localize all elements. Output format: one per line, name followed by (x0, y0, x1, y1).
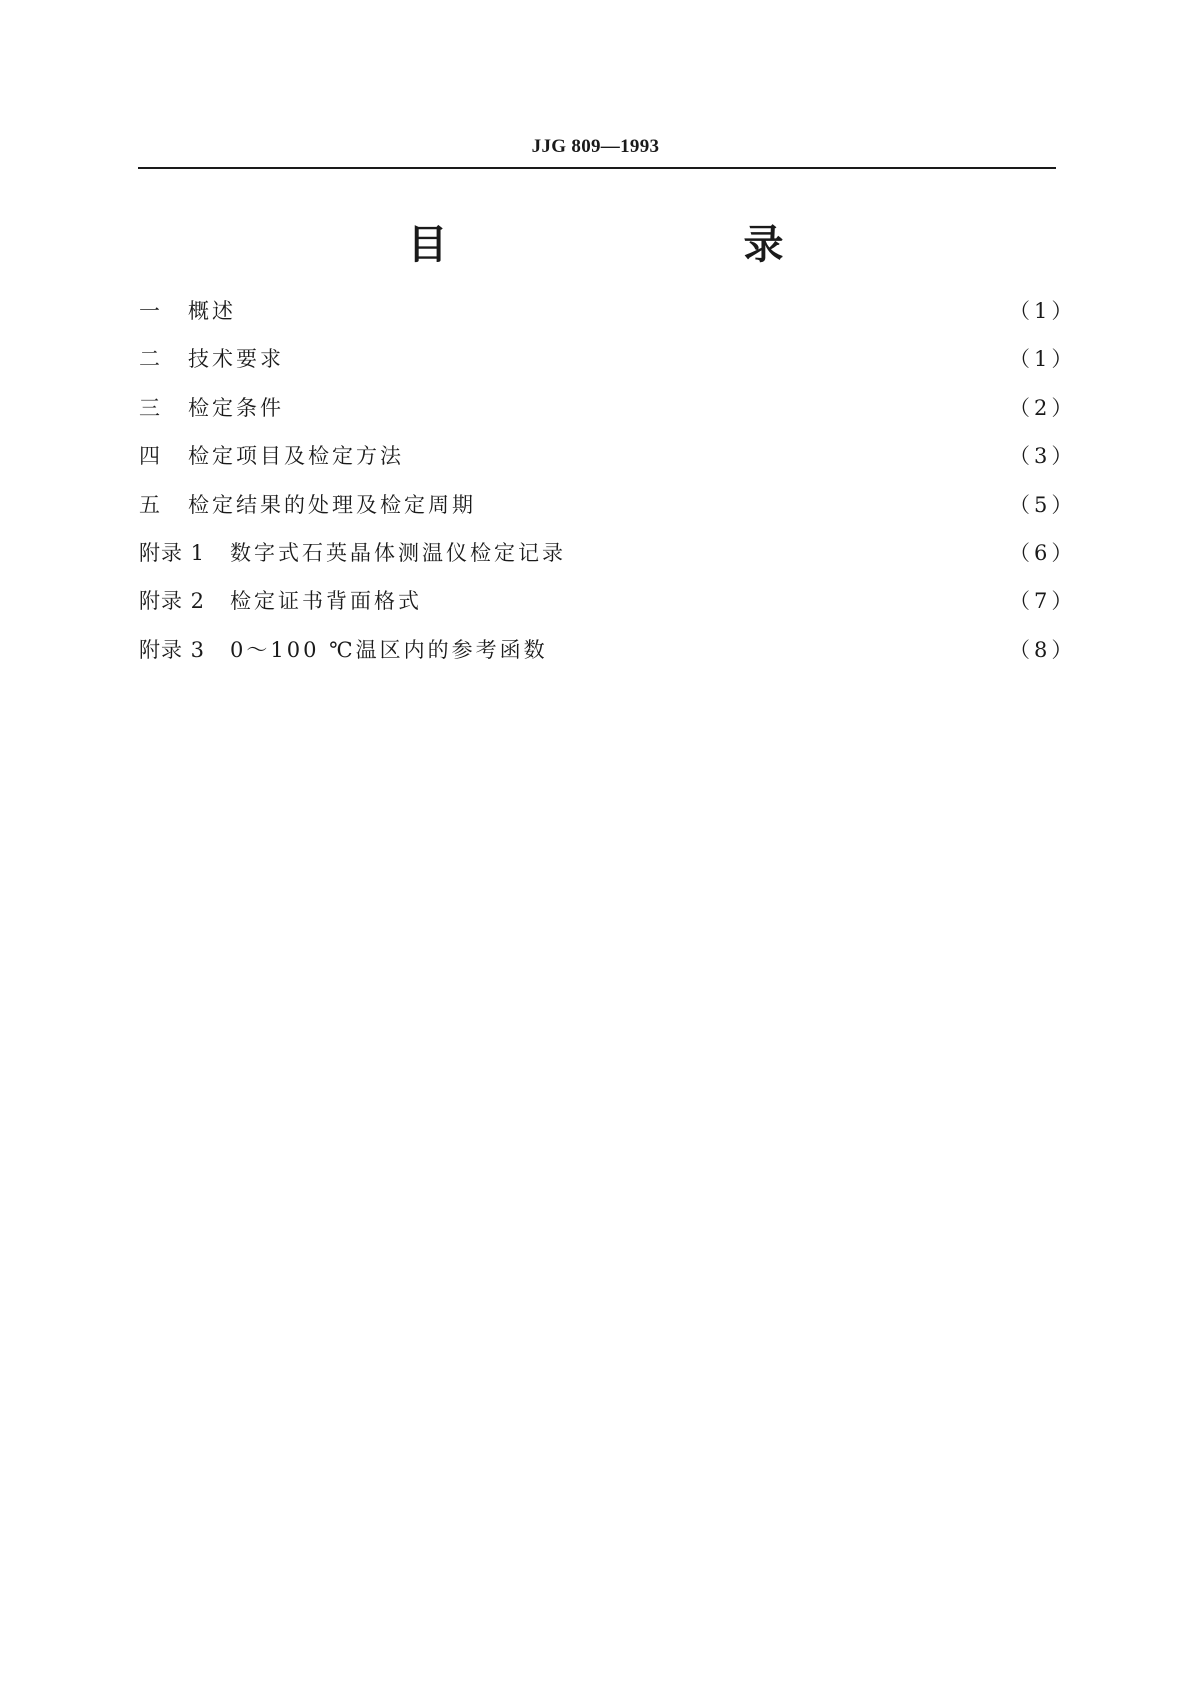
dot-leader (434, 588, 997, 612)
dot-leader (296, 395, 997, 419)
header-rule (138, 167, 1056, 169)
toc-entry-appendix[interactable] (139, 633, 1077, 681)
dot-leader (560, 637, 997, 661)
toc-entry-number: 五 (139, 492, 160, 517)
toc-entry-number: 二 (139, 347, 160, 372)
toc-entry-page: （1） (1009, 299, 1077, 323)
toc-entry-number: 附录 2 (139, 589, 206, 614)
toc-entry-page: （5） (1009, 492, 1077, 517)
toc-entry-label: 技术要求 (188, 347, 284, 372)
dot-leader (578, 540, 997, 564)
toc-entry-page: （7） (1009, 589, 1077, 614)
toc-entry-page: （2） (1009, 395, 1077, 420)
toc-entry[interactable] (139, 294, 1077, 342)
toc-entry-appendix[interactable] (139, 536, 1077, 584)
toc-entry-page: （6） (1009, 540, 1077, 565)
dot-leader (488, 492, 997, 516)
toc-entry-label: 检定条件 (188, 395, 284, 420)
toc-entry[interactable] (139, 439, 1077, 487)
toc-entry-number: 一 (139, 299, 160, 323)
toc-entry-number: 附录 1 (139, 540, 206, 565)
toc-entry-label: 检定证书背面格式 (230, 589, 422, 614)
toc-entry-label: 检定结果的处理及检定周期 (188, 492, 476, 517)
dot-leader (248, 298, 997, 322)
toc-title: 目 录 (407, 222, 856, 268)
toc-entry-appendix[interactable] (139, 584, 1077, 632)
standard-code: JJG 809—1993 (531, 136, 660, 157)
toc-entry[interactable] (139, 488, 1077, 536)
toc-entry-number: 附录 3 (139, 637, 206, 662)
toc-entry-label: 数字式石英晶体测温仪检定记录 (230, 540, 566, 565)
toc-entry-label: 0～100 ℃温区内的参考函数 (230, 637, 548, 662)
toc-entry-page: （3） (1009, 444, 1077, 469)
toc-entry[interactable] (139, 342, 1077, 390)
toc-entry-number: 三 (139, 395, 160, 420)
dot-leader (296, 346, 997, 370)
toc-entry-label: 检定项目及检定方法 (188, 444, 404, 469)
dot-leader (416, 443, 997, 467)
toc-entry[interactable] (139, 391, 1077, 439)
table-of-contents (139, 294, 1077, 681)
toc-entry-number: 四 (139, 444, 160, 469)
toc-entry-page: （8） (1009, 637, 1077, 662)
toc-entry-label: 概述 (188, 299, 236, 323)
toc-entry-page: （1） (1009, 347, 1077, 372)
